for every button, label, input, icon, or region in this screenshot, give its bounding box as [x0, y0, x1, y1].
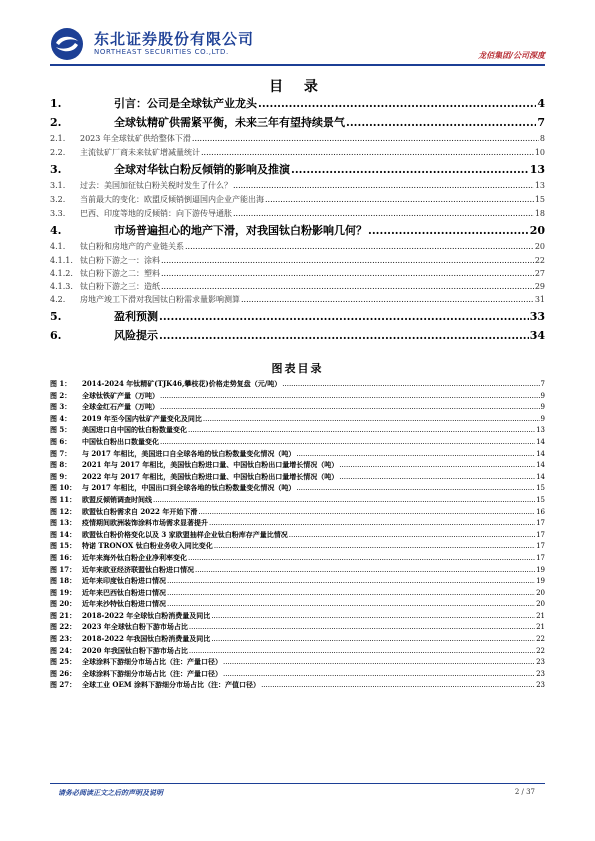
entry-number: 4. [50, 224, 62, 237]
figure-entry[interactable] [50, 378, 545, 390]
entry-title: 2022 年与 2017 年相比，美国钛白粉进口量、中国钛白粉出口量增长情况（吨） [82, 471, 339, 481]
entry-number: 图 8： [50, 460, 72, 470]
entry-number: 6. [50, 329, 62, 342]
entry-title: 过去：美国加征钛白粉关税时发生了什么？ [80, 181, 232, 190]
entry-title: 2018-2022 年全球钛白粉消费量及同比 [82, 610, 211, 620]
dot-leader [167, 599, 535, 610]
entry-title: 中国钛白粉出口数量变化 [82, 436, 159, 446]
dot-leader [167, 576, 535, 587]
figure-entry[interactable] [50, 540, 545, 552]
table-of-contents [50, 94, 545, 345]
entry-number: 图 14： [50, 529, 77, 539]
entry-page: 13 [534, 181, 545, 190]
dot-leader [223, 669, 535, 680]
page-header [0, 0, 595, 70]
entry-title: 钛白粉下游之二：塑料 [80, 269, 160, 278]
dot-leader [368, 221, 529, 240]
entry-title: 市场普遍担心的地产下滑，对我国钛白粉影响几何？ [114, 224, 367, 237]
entry-page: 14 [536, 437, 545, 446]
entry-page: 22 [536, 646, 545, 655]
entry-number: 图 11： [50, 494, 77, 504]
entry-number: 2.1. [50, 134, 66, 143]
footer-disclaimer: 请务必阅读正文之后的声明及说明 [58, 789, 163, 797]
entry-page: 17 [536, 530, 545, 539]
toc-entry[interactable] [50, 326, 545, 345]
entry-page: 9 [540, 391, 545, 400]
dot-leader [261, 680, 535, 691]
dot-leader [161, 280, 534, 293]
page-number: 2 / 37 [514, 788, 535, 796]
dot-leader [189, 646, 535, 657]
entry-number: 图 12： [50, 506, 77, 516]
entry-number: 3. [50, 163, 62, 176]
figure-entry[interactable] [50, 401, 545, 413]
entry-number: 图 10： [50, 483, 77, 493]
entry-page: 22 [536, 635, 545, 644]
entry-title: 全球对华钛白粉反倾销的影响及推演 [114, 163, 290, 176]
entry-title: 近年来印度钛白粉进口情况 [82, 576, 166, 586]
entry-page: 20 [536, 588, 545, 597]
entry-number: 图 13： [50, 518, 77, 528]
figure-entry[interactable] [50, 390, 545, 402]
company-name-cn: 东北证券股份有限公司 [94, 30, 255, 48]
entry-page: 14 [536, 472, 545, 481]
entry-number: 图 20： [50, 599, 77, 609]
entry-title: 特诺 TRONOX 钛白粉业务收入同比变化 [82, 541, 213, 551]
dot-leader [282, 379, 539, 390]
entry-number: 图 1： [50, 379, 72, 388]
dot-leader [339, 472, 535, 483]
entry-title: 与 2017 年相比，美国进口自全球各地的钛白粉数量变化情况（吨） [82, 448, 296, 458]
toc-title: 目 录 [269, 79, 326, 95]
entry-title: 近年来沙特钛白粉进口情况 [82, 599, 166, 609]
entry-page: 22 [534, 256, 545, 265]
entry-page: 17 [536, 553, 545, 562]
dot-leader [153, 495, 535, 506]
entry-page: 17 [536, 519, 545, 528]
entry-title: 2014-2024 年钛精矿(TJK46,攀枝花)价格走势复盘（元/吨） [82, 379, 282, 388]
entry-number: 图 26： [50, 668, 77, 678]
entry-number: 图 5： [50, 425, 72, 435]
dot-leader [160, 402, 540, 413]
entry-title: 引言：公司是全球钛产业龙头 [114, 97, 257, 110]
dot-leader [189, 622, 535, 633]
entry-page: 19 [536, 577, 545, 586]
entry-title: 当前最大的变化：欧盟反倾销倒逼国内企业产能出海 [80, 195, 264, 204]
entry-page: 7 [540, 380, 545, 388]
entry-title: 盈利预测 [114, 310, 158, 323]
figure-entry[interactable] [50, 633, 545, 645]
entry-number: 图 23： [50, 634, 77, 644]
entry-title: 2018-2022 年我国钛白粉消费量及同比 [82, 634, 211, 644]
figure-entry[interactable] [50, 482, 545, 494]
dot-leader [296, 483, 535, 494]
entry-number: 图 4： [50, 413, 72, 423]
toc-entry[interactable] [50, 113, 545, 132]
dot-leader [258, 94, 536, 113]
entry-title: 近年来巴西钛白粉进口情况 [82, 587, 166, 597]
entry-number: 图 7： [50, 448, 72, 458]
entry-page: 33 [529, 310, 545, 323]
entry-page: 19 [536, 565, 545, 574]
entry-page: 31 [534, 295, 545, 304]
entry-number: 2.2. [50, 148, 66, 157]
entry-number: 图 21： [50, 610, 77, 620]
entry-number: 图 17： [50, 564, 77, 574]
toc-entry[interactable] [50, 160, 545, 179]
entry-number: 图 15： [50, 541, 77, 551]
entry-number: 图 3： [50, 402, 72, 412]
figure-entry[interactable] [50, 668, 545, 680]
entry-number: 2. [50, 116, 62, 129]
dot-leader [161, 254, 534, 267]
entry-page: 21 [536, 611, 545, 620]
dot-leader [211, 611, 535, 622]
entry-page: 13 [536, 426, 545, 435]
entry-page: 14 [536, 449, 545, 458]
figure-entry[interactable] [50, 436, 545, 448]
entry-number: 4.1.2. [50, 269, 73, 278]
entry-page: 23 [536, 681, 545, 690]
figure-entry[interactable] [50, 471, 545, 483]
entry-number: 图 27： [50, 680, 77, 690]
entry-page: 9 [540, 414, 545, 423]
figure-entry[interactable] [50, 645, 545, 657]
dot-leader [167, 588, 535, 599]
entry-number: 4.1.3. [50, 282, 73, 291]
toc-entry[interactable] [50, 267, 545, 280]
entry-number: 4.2. [50, 295, 66, 304]
dot-leader [201, 146, 534, 160]
entry-number: 3.1. [50, 181, 66, 190]
dot-leader [346, 113, 536, 132]
entry-page: 15 [534, 195, 545, 204]
entry-number: 图 22： [50, 622, 77, 632]
dot-leader [233, 207, 534, 221]
entry-title: 2023 年全球钛白粉下游市场占比 [82, 622, 188, 632]
entry-number: 1. [50, 97, 62, 110]
entry-page: 27 [534, 269, 545, 278]
dot-leader [209, 518, 535, 529]
dot-leader [339, 460, 535, 471]
figure-entry[interactable] [50, 529, 545, 541]
dot-leader [211, 634, 535, 645]
entry-title: 欧盟钛白粉价格变化以及 3 家欧盟抽样企业钛白粉库存产量比情况 [82, 529, 288, 539]
report-type: 龙佰集团/公司深度 [478, 51, 545, 60]
entry-page: 20 [529, 224, 545, 237]
entry-title: 美国进口自中国的钛白粉数量变化 [82, 425, 187, 435]
dot-leader [160, 391, 540, 402]
entry-title: 全球钛精矿供需紧平衡，未来三年有望持续景气 [114, 116, 345, 129]
entry-number: 5. [50, 310, 62, 323]
entry-title: 全球涂料下游细分市场占比（注：产量口径） [82, 668, 222, 678]
dot-leader [160, 437, 535, 448]
entry-number: 图 25： [50, 657, 77, 667]
entry-title: 全球钛铁矿产量（万吨） [82, 390, 159, 400]
figure-entry[interactable] [50, 506, 545, 518]
figure-entry[interactable] [50, 656, 545, 668]
toc-entry[interactable] [50, 94, 545, 113]
toc-entry[interactable] [50, 132, 545, 146]
figure-entry[interactable] [50, 587, 545, 599]
figure-entry[interactable] [50, 598, 545, 610]
entry-page: 23 [536, 658, 545, 667]
figure-entry[interactable] [50, 517, 545, 529]
toc-entry[interactable] [50, 221, 545, 240]
figure-entry[interactable] [50, 564, 545, 576]
entry-page: 34 [529, 329, 545, 342]
entry-title: 与 2017 年相比，中国出口到全球各地的钛白粉数量变化情况（吨） [82, 483, 296, 493]
entry-number: 图 2： [50, 390, 72, 400]
entry-page: 13 [529, 163, 545, 176]
header-divider [50, 64, 545, 66]
dot-leader [159, 307, 529, 326]
entry-title: 钛白粉和房地产的产业链关系 [80, 242, 184, 251]
entry-title: 钛白粉下游之三：造纸 [80, 282, 160, 291]
entry-title: 2023 年全球钛矿供给整体下滑 [80, 134, 191, 143]
figure-entry[interactable] [50, 448, 545, 460]
figure-list-title: 图表目录 [271, 362, 324, 375]
toc-entry[interactable] [50, 193, 545, 207]
toc-entry[interactable] [50, 179, 545, 193]
entry-page: 20 [534, 242, 545, 251]
entry-page: 8 [539, 134, 545, 143]
toc-entry[interactable] [50, 307, 545, 326]
figure-list [50, 378, 545, 691]
figure-entry[interactable] [50, 621, 545, 633]
entry-page: 16 [536, 507, 545, 516]
entry-title: 风险提示 [114, 329, 158, 342]
entry-number: 4.1. [50, 242, 66, 251]
entry-page: 17 [536, 542, 545, 551]
dot-leader [195, 565, 535, 576]
entry-page: 9 [540, 403, 545, 412]
northeast-securities-logo-icon [50, 27, 84, 61]
toc-entry[interactable] [50, 254, 545, 267]
entry-title: 近年来欧亚经济联盟钛白粉进口情况 [82, 564, 194, 574]
entry-number: 图 16： [50, 552, 77, 562]
entry-number: 图 6： [50, 436, 72, 446]
entry-number: 图 19： [50, 587, 77, 597]
dot-leader [185, 240, 534, 254]
figure-entry[interactable] [50, 575, 545, 587]
dot-leader [188, 425, 535, 436]
entry-page: 7 [537, 116, 545, 129]
entry-page: 21 [536, 623, 545, 632]
entry-number: 3.2. [50, 195, 66, 204]
footer-divider [50, 783, 545, 784]
entry-title: 全球金红石产量（万吨） [82, 402, 159, 412]
dot-leader [214, 541, 535, 552]
figure-entry[interactable] [50, 679, 545, 691]
figure-entry[interactable] [50, 610, 545, 622]
toc-entry[interactable] [50, 293, 545, 307]
dot-leader [161, 267, 534, 280]
entry-title: 全球涂料下游细分市场占比（注：产量口径） [82, 657, 222, 667]
entry-number: 4.1.1. [50, 256, 73, 265]
dot-leader [203, 414, 540, 425]
entry-title: 全球工业 OEM 涂料下游细分市场占比（注：产值口径） [82, 680, 261, 690]
dot-leader [188, 553, 535, 564]
entry-title: 欧盟钛白粉需求自 2022 年开始下滑 [82, 506, 198, 516]
entry-title: 巴西、印度等地的反倾销：向下游传导通胀 [80, 209, 232, 218]
dot-leader [291, 160, 529, 179]
entry-title: 2021 年与 2017 年相比，美国钛白粉进口量、中国钛白粉出口量增长情况（吨） [82, 460, 339, 470]
dot-leader [159, 326, 529, 345]
entry-title: 疫情期间欧洲装饰涂料市场需求显著提升 [82, 518, 208, 528]
entry-number: 图 18： [50, 576, 77, 586]
dot-leader [233, 179, 534, 193]
entry-title: 钛白粉下游之一：涂料 [80, 256, 160, 265]
figure-entry[interactable] [50, 413, 545, 425]
toc-entry[interactable] [50, 280, 545, 293]
entry-title: 主流钛矿厂商未来钛矿增减量统计 [80, 148, 200, 157]
entry-page: 10 [534, 148, 545, 157]
entry-number: 图 9： [50, 471, 72, 481]
dot-leader [192, 132, 539, 146]
entry-page: 23 [536, 669, 545, 678]
entry-title: 房地产竣工下滑对我国钛白粉需求量影响测算 [80, 295, 240, 304]
entry-title: 欧盟反倾销调查时间线 [82, 494, 152, 504]
dot-leader [223, 657, 535, 668]
dot-leader [198, 507, 535, 518]
dot-leader [296, 449, 535, 460]
toc-entry[interactable] [50, 240, 545, 254]
entry-page: 29 [534, 282, 545, 291]
dot-leader [289, 530, 535, 541]
entry-page: 4 [537, 97, 545, 110]
entry-page: 14 [536, 461, 545, 470]
entry-page: 15 [536, 495, 545, 504]
toc-entry[interactable] [50, 146, 545, 160]
entry-number: 3.3. [50, 209, 66, 218]
entry-number: 图 24： [50, 645, 77, 655]
figure-entry[interactable] [50, 424, 545, 436]
figure-entry[interactable] [50, 552, 545, 564]
entry-title: 近年来海外钛白粉企业净利率变化 [82, 552, 187, 562]
entry-title: 2020 年我国钛白粉下游市场占比 [82, 645, 188, 655]
toc-entry[interactable] [50, 207, 545, 221]
figure-entry[interactable] [50, 459, 545, 471]
entry-page: 18 [534, 209, 545, 218]
entry-title: 2019 年至今国内钛矿产量变化及同比 [82, 413, 202, 423]
entry-page: 20 [536, 600, 545, 609]
dot-leader [265, 193, 534, 207]
dot-leader [241, 293, 534, 307]
entry-page: 15 [536, 484, 545, 493]
figure-entry[interactable] [50, 494, 545, 506]
company-name-en: NORTHEAST SECURITIES CO.,LTD. [94, 48, 229, 56]
